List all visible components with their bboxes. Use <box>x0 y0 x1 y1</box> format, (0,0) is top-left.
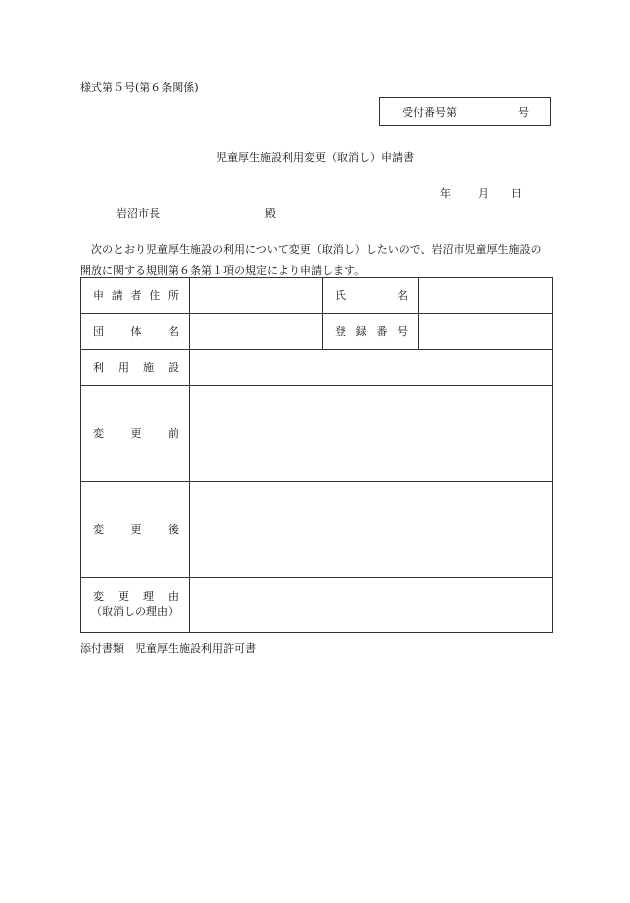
registration-number-text: 登 録 番 号 <box>335 324 408 338</box>
group-name-field[interactable] <box>190 314 323 350</box>
date-month-label: 月 <box>478 187 489 200</box>
receipt-number-box <box>379 97 551 126</box>
date-year-label: 年 <box>440 187 451 200</box>
before-change-field[interactable] <box>190 386 553 482</box>
change-reason-label <box>81 578 190 633</box>
application-form-table <box>80 277 553 633</box>
registration-number-field[interactable] <box>419 314 553 350</box>
applicant-address-label <box>81 278 190 314</box>
receipt-number-label: 受付番号第 <box>402 106 457 119</box>
before-change-text: 変 更 前 <box>93 426 179 440</box>
change-reason-text: 変 更 理 由 <box>93 589 179 603</box>
name-label <box>323 278 419 314</box>
cancel-reason-text: （取消しの理由） <box>91 605 179 619</box>
honorific: 殿 <box>265 207 276 220</box>
date-day-label: 日 <box>511 187 522 200</box>
applicant-address-field[interactable] <box>190 278 323 314</box>
document-title: 児童厚生施設利用変更（取消し）申請書 <box>216 151 414 164</box>
registration-number-label <box>323 314 419 350</box>
group-name-text: 団 体 名 <box>93 324 179 338</box>
after-change-text: 変 更 後 <box>93 522 179 536</box>
form-number: 様式第５号(第６条関係) <box>80 81 199 94</box>
change-reason-field[interactable] <box>190 578 553 633</box>
addressee: 岩沼市長 <box>116 207 160 220</box>
attachment-note: 添付書類 児童厚生施設利用許可書 <box>80 642 256 655</box>
name-field[interactable] <box>419 278 553 314</box>
facility-label <box>81 350 190 386</box>
group-name-label <box>81 314 190 350</box>
facility-text: 利 用 施 設 <box>93 360 179 374</box>
facility-field[interactable] <box>190 350 553 386</box>
application-statement: 次のとおり児童厚生施設の利用について変更（取消し）したいので、岩沼市児童厚生施設の開放に関する規則第６条第１項の規定により申請します。 <box>80 243 542 277</box>
before-change-label <box>81 386 190 482</box>
receipt-number-suffix: 号 <box>518 106 529 119</box>
applicant-address-text: 申 請 者 住 所 <box>93 288 179 302</box>
after-change-field[interactable] <box>190 482 553 578</box>
name-text: 氏 名 <box>335 288 408 302</box>
after-change-label <box>81 482 190 578</box>
